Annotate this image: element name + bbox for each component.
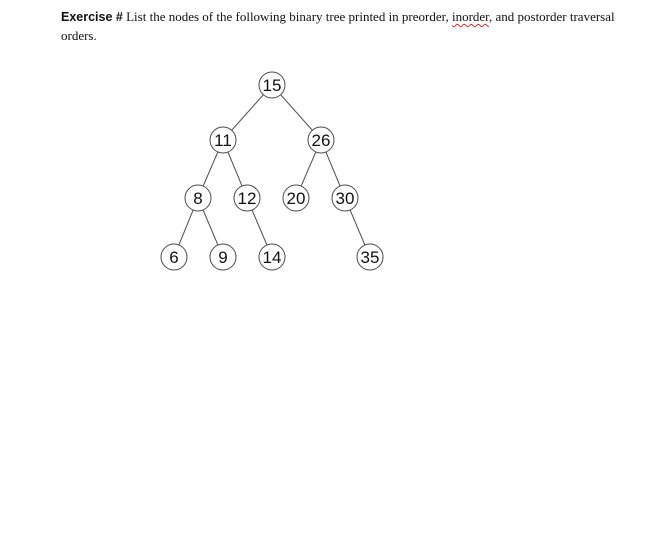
tree-node <box>259 244 285 270</box>
tree-nodes <box>161 72 383 270</box>
node-label: 30 <box>335 189 355 208</box>
tree-node <box>185 185 211 211</box>
tree-node <box>332 185 358 211</box>
tree-node <box>308 127 334 153</box>
tree-node <box>259 72 285 98</box>
node-label: 15 <box>262 76 282 95</box>
exercise-label: Exercise # <box>61 10 123 24</box>
tree-node <box>210 127 236 153</box>
tree-edge <box>228 152 242 186</box>
tree-node <box>283 185 309 211</box>
tree-edge <box>326 152 340 186</box>
tree-node <box>161 244 187 270</box>
node-label: 11 <box>214 131 232 150</box>
node-label: 20 <box>286 189 306 208</box>
node-label: 6 <box>169 248 179 267</box>
node-label: 35 <box>360 248 380 267</box>
tree-node <box>210 244 236 270</box>
tree-edge <box>350 210 365 245</box>
misspelled-word: inorder <box>451 9 489 24</box>
node-label: 8 <box>193 189 203 208</box>
tree-edge <box>252 210 267 245</box>
tree-node <box>357 244 383 270</box>
node-label: 14 <box>262 248 282 267</box>
exercise-text-start: List the nodes of the following binary tree printed in preorder, <box>122 9 452 24</box>
tree-edge <box>301 152 316 186</box>
node-label: 9 <box>218 248 228 267</box>
tree-edge <box>203 210 218 245</box>
exercise-text-end: , and postorder traversal orders. <box>61 9 615 43</box>
node-label: 12 <box>237 189 257 208</box>
tree-edge <box>179 210 193 245</box>
tree-edges <box>179 95 365 245</box>
node-label: 26 <box>311 131 331 150</box>
tree-edge <box>281 95 313 131</box>
tree-edge <box>203 152 218 186</box>
tree-node <box>234 185 260 211</box>
tree-edge <box>232 95 264 131</box>
